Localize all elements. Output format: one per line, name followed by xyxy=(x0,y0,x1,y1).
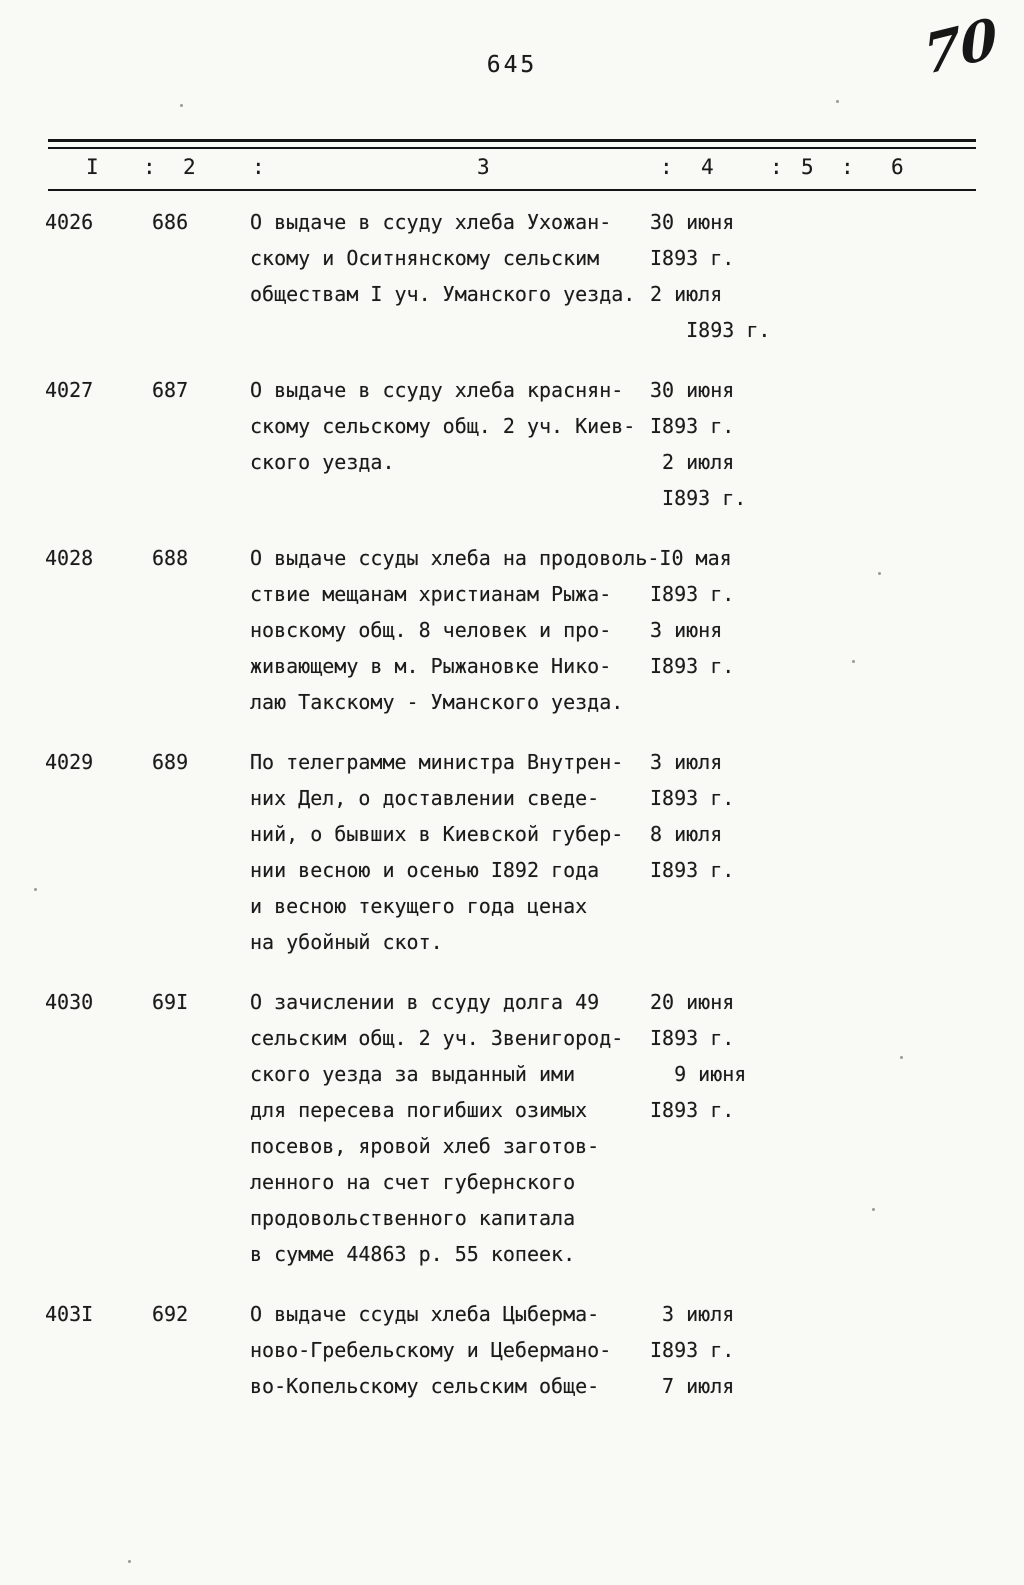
header-separator: : xyxy=(841,155,854,179)
entry-description-text: продовольственного капитала xyxy=(250,1206,576,1230)
register-entry xyxy=(0,372,1024,516)
entry-body xyxy=(250,1296,1024,1404)
register-entry xyxy=(0,984,1024,1272)
entry-description-text: ского уезда за выданный ими xyxy=(250,1062,576,1086)
entry-date: I893 г. xyxy=(650,1338,735,1362)
entry-description-text: скому сельскому общ. 2 уч. Киев- xyxy=(250,414,636,438)
entry-date: I893 г. xyxy=(650,414,735,438)
entry-line xyxy=(250,408,1024,444)
entry-description-text: для пересева погибших озимых xyxy=(250,1098,588,1122)
header-column-label: 3 xyxy=(477,155,490,179)
entry-body xyxy=(250,372,1024,516)
entry-description-text: О выдаче в ссуду хлеба краснян- xyxy=(250,378,624,402)
entry-line xyxy=(250,276,1024,312)
entry-description-text: О зачислении в ссуду долга 49 xyxy=(250,990,600,1014)
header-column-row xyxy=(48,149,976,189)
table-header xyxy=(48,139,976,191)
entry-line xyxy=(250,480,1024,516)
header-separator: : xyxy=(660,155,673,179)
header-column-label: 6 xyxy=(891,155,904,179)
entry-line xyxy=(250,1092,1024,1128)
entry-line xyxy=(250,1368,1024,1404)
scan-artifact xyxy=(878,572,881,575)
scan-artifact xyxy=(836,100,839,103)
entry-description-text: в сумме 44863 р. 55 копеек. xyxy=(250,1242,576,1266)
entry-description-text: них Дел, о доставлении сведе- xyxy=(250,786,600,810)
entry-line xyxy=(250,1332,1024,1368)
entry-date: 3 июля xyxy=(650,1302,735,1326)
entry-ordinal-number: 4030 xyxy=(45,990,94,1014)
entry-line xyxy=(250,372,1024,408)
entry-body xyxy=(250,540,1024,720)
entry-description-text: сельским общ. 2 уч. Звенигород- xyxy=(250,1026,624,1050)
entry-line xyxy=(250,1164,1024,1200)
entry-date: I0 мая xyxy=(659,546,732,570)
register-entry xyxy=(0,744,1024,960)
scan-artifact xyxy=(852,660,855,663)
entry-description-text: лаю Такскому - Уманского уезда. xyxy=(250,690,624,714)
register-entry xyxy=(0,204,1024,348)
entry-date: 8 июля xyxy=(650,822,723,846)
entry-line xyxy=(250,1020,1024,1056)
entry-description-text: О выдаче ссуды хлеба на продоволь- xyxy=(250,546,660,570)
entry-line xyxy=(250,816,1024,852)
entry-line xyxy=(250,312,1024,348)
entry-date: I893 г. xyxy=(650,1098,735,1122)
header-column-label: 2 xyxy=(183,155,196,179)
entry-description-text: новскому общ. 8 человек и про- xyxy=(250,618,612,642)
entry-date: I893 г. xyxy=(650,582,735,606)
entry-line xyxy=(250,540,1024,576)
entry-description-text: живающему в м. Рыжановке Нико- xyxy=(250,654,612,678)
entry-description-text: ново-Гребельскому и Цебермано- xyxy=(250,1338,612,1362)
page-number: 645 xyxy=(486,52,538,78)
entry-body xyxy=(250,984,1024,1272)
entry-ordinal-number: 403I xyxy=(45,1302,94,1326)
entry-description-text: скому и Оситнянскому сельским xyxy=(250,246,600,270)
entry-line xyxy=(250,684,1024,720)
entry-date: 30 июня xyxy=(650,210,735,234)
scan-artifact xyxy=(128,1560,131,1563)
entry-ordinal-number: 4027 xyxy=(45,378,94,402)
entry-date: 2 июля xyxy=(650,282,723,306)
register-entry xyxy=(0,540,1024,720)
entry-ordinal-number: 4029 xyxy=(45,750,94,774)
entry-ordinal-number: 4026 xyxy=(45,210,94,234)
entry-body xyxy=(250,204,1024,348)
header-separator: : xyxy=(252,155,265,179)
register-entries xyxy=(0,204,1024,1428)
entry-line xyxy=(250,984,1024,1020)
entry-date: I893 г. xyxy=(650,246,735,270)
header-bottom-rule xyxy=(48,189,976,191)
entry-description-text xyxy=(250,312,650,348)
entry-date: 7 июля xyxy=(650,1374,735,1398)
entry-description-text: ленного на счет губернского xyxy=(250,1170,576,1194)
entry-description-text: По телеграмме министра Внутрен- xyxy=(250,750,624,774)
entry-date: I893 г. xyxy=(650,318,771,342)
entry-line xyxy=(250,852,1024,888)
case-number: 686 xyxy=(152,210,189,234)
scan-artifact xyxy=(180,104,183,107)
entry-date: 2 июля xyxy=(650,450,735,474)
entry-date: 9 июня xyxy=(650,1062,747,1086)
scan-artifact xyxy=(872,1208,875,1211)
entry-date: 3 июня xyxy=(650,618,723,642)
entry-description-text: ний, о бывших в Киевской губер- xyxy=(250,822,624,846)
entry-line xyxy=(250,444,1024,480)
entry-description-text: и весною текущего года ценах xyxy=(250,894,588,918)
entry-line xyxy=(250,744,1024,780)
header-column-label: 5 xyxy=(801,155,814,179)
entry-date: I893 г. xyxy=(650,654,735,678)
entry-description-text: О выдаче ссуды хлеба Цыберма- xyxy=(250,1302,600,1326)
scan-artifact xyxy=(34,888,37,891)
entry-line xyxy=(250,204,1024,240)
entry-description-text: нии весною и осенью I892 года xyxy=(250,858,600,882)
case-number: 69I xyxy=(152,990,189,1014)
entry-line xyxy=(250,924,1024,960)
entry-description-text: ствие мещанам христианам Рыжа- xyxy=(250,582,612,606)
entry-line xyxy=(250,648,1024,684)
entry-date: I893 г. xyxy=(650,486,747,510)
register-entry xyxy=(0,1296,1024,1404)
entry-description-text: О выдаче в ссуду хлеба Ухожан- xyxy=(250,210,612,234)
case-number: 687 xyxy=(152,378,189,402)
entry-date: I893 г. xyxy=(650,786,735,810)
entry-line xyxy=(250,612,1024,648)
entry-ordinal-number: 4028 xyxy=(45,546,94,570)
entry-line xyxy=(250,1296,1024,1332)
entry-line xyxy=(250,1236,1024,1272)
entry-line xyxy=(250,1200,1024,1236)
header-top-rule xyxy=(48,139,976,149)
entry-description-text xyxy=(250,480,650,516)
entry-date: 30 июня xyxy=(650,378,735,402)
entry-body xyxy=(250,744,1024,960)
header-separator: : xyxy=(143,155,156,179)
handwritten-folio-number: 70 xyxy=(921,4,1000,88)
entry-date: I893 г. xyxy=(650,858,735,882)
case-number: 689 xyxy=(152,750,189,774)
entry-date: 20 июня xyxy=(650,990,735,1014)
entry-description-text: во-Копельскому сельским обще- xyxy=(250,1374,600,1398)
entry-description-text: на убойный скот. xyxy=(250,930,443,954)
entry-description-text: посевов, яровой хлеб заготов- xyxy=(250,1134,600,1158)
header-column-label: 4 xyxy=(701,155,714,179)
entry-date: 3 июля xyxy=(650,750,723,774)
scan-artifact xyxy=(900,1056,903,1059)
entry-line xyxy=(250,888,1024,924)
entry-line xyxy=(250,780,1024,816)
header-separator: : xyxy=(770,155,783,179)
case-number: 688 xyxy=(152,546,189,570)
entry-description-text: ского уезда. xyxy=(250,450,395,474)
entry-line xyxy=(250,240,1024,276)
entry-date: I893 г. xyxy=(650,1026,735,1050)
entry-line xyxy=(250,576,1024,612)
header-column-label: I xyxy=(86,155,99,179)
entry-line xyxy=(250,1128,1024,1164)
entry-description-text: обществам I уч. Уманского уезда. xyxy=(250,282,636,306)
entry-line xyxy=(250,1056,1024,1092)
case-number: 692 xyxy=(152,1302,189,1326)
